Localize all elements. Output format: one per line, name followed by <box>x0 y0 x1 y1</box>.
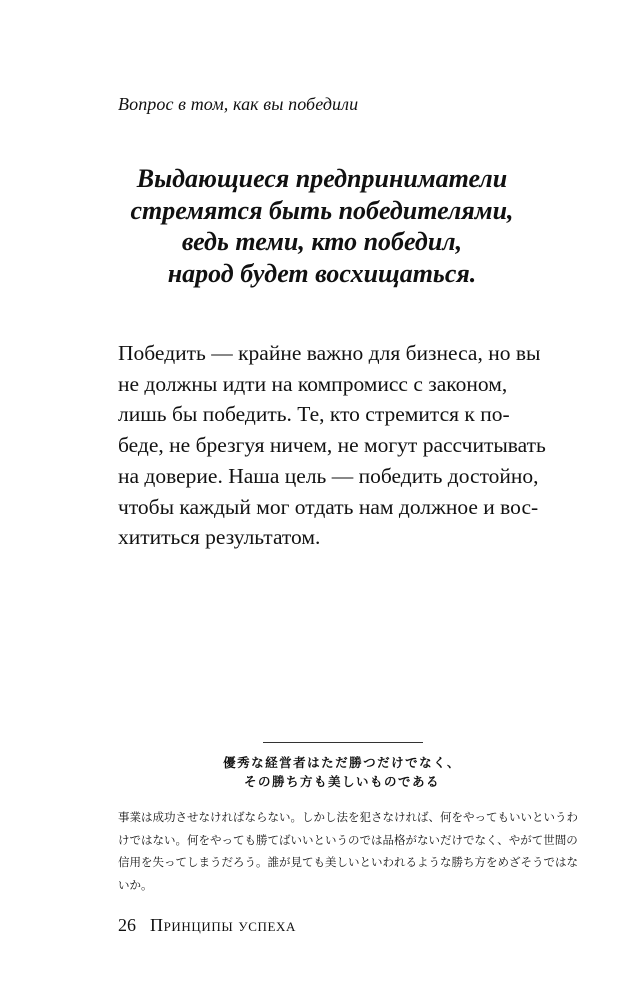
japanese-paragraph <box>118 806 578 896</box>
body-paragraph <box>118 338 558 553</box>
japanese-body-line: 信用を失ってしまうだろう。誰が見ても美しいといわれるような勝ち方をめざそうではな <box>118 855 578 869</box>
body-line: беде, не брезгуя ничем, не могут рассчитывать <box>118 433 546 458</box>
japanese-body-line: けではない。何をやっても勝てばいいというのでは品格がないだけでなく、やがて世間の <box>118 832 578 847</box>
japanese-heading-line: 優秀な経営者はただ勝つだけでなく、 <box>223 755 461 770</box>
body-line: лишь бы победить. Те, кто стремится к по- <box>118 402 510 427</box>
running-head: Вопрос в том, как вы победили <box>118 94 359 114</box>
quote-line: народ будет восхищаться. <box>167 258 477 288</box>
body-line: не должны идти на компромисс с законом, <box>118 371 508 396</box>
pull-quote <box>118 163 526 289</box>
body-line: Победить — крайне важно для бизнеса, но вы <box>118 341 541 365</box>
quote-line: стремятся быть победителями, <box>130 195 514 225</box>
page-footer <box>118 915 296 936</box>
body-line: чтобы каждый мог отдать нам должное и вос- <box>118 494 539 519</box>
body-line: хититься результатом. <box>118 525 321 550</box>
section-divider <box>263 742 423 743</box>
book-title: Принципы успеха <box>150 915 296 935</box>
japanese-body-line: いか。 <box>118 877 153 892</box>
quote-line: Выдающиеся предприниматели <box>136 164 508 193</box>
japanese-body-line: 事業は成功させなければならない。しかし法を犯さなければ、何をやってもいいというわ <box>118 810 578 824</box>
body-line: на доверие. Наша цель — победить достойно, <box>118 463 539 488</box>
page-number: 26 <box>118 915 136 935</box>
quote-line: ведь теми, кто победил, <box>181 227 463 256</box>
japanese-heading-line: その勝ち方も美しいものである <box>243 774 440 789</box>
japanese-heading <box>118 753 566 791</box>
